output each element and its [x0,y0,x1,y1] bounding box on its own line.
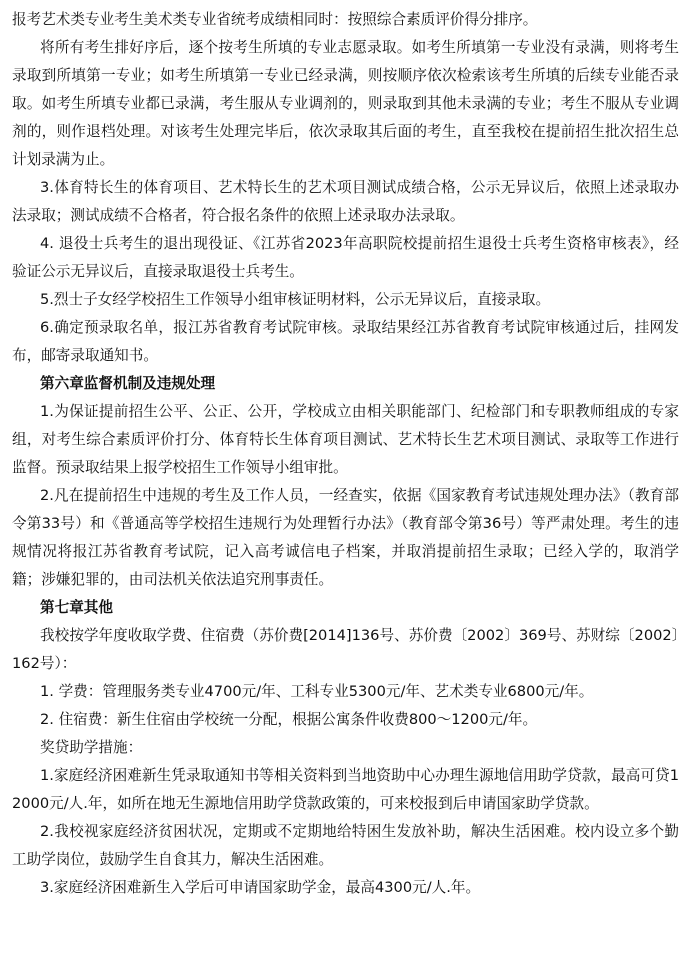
body-paragraph: 报考艺术类专业考生美术类专业省统考成绩相同时：按照综合素质评价得分排序。 [12,11,538,28]
body-paragraph: 2.我校视家庭经济贫困状况，定期或不定期地给特困生发放补助，解决生活困难。校内设立多个勤工助学岗位，鼓励学生自食其力，解决生活困难。 [12,823,679,868]
body-paragraph: 我校按学年度收取学费、住宿费（苏价费[2014]136号、苏价费〔2002〕369号、苏财综〔2002〕162号）： [12,627,679,672]
body-paragraph: 将所有考生排好序后，逐个按考生所填的专业志愿录取。如考生所填第一专业没有录满，则将考生录取到所填第一专业；如考生所填第一专业已经录满，则按顺序依次检索该考生所填的后续专业能否录取。如考生所填专业都已录满，考生服从专业调剂的，则录取到其他未录满的专业；考生不服从专业调剂的，则作退档处理。对该考生处理完毕后，依次录取其后面的考生，直至我校在提前招生批次招生总计划录满为止。 [12,39,679,168]
body-paragraph: 1. 学费：管理服务类专业4700元/年、工科专业5300元/年、艺术类专业6800元/年。 [40,683,594,700]
body-paragraph: 3.体育特长生的体育项目、艺术特长生的艺术项目测试成绩合格，公示无异议后，依照上述录取办法录取；测试成绩不合格者，符合报名条件的依照上述录取办法录取。 [12,179,679,224]
body-paragraph: 1.为保证提前招生公平、公正、公开，学校成立由相关职能部门、纪检部门和专职教师组成的专家组，对考生综合素质评价打分、体育特长生体育项目测试、艺术特长生艺术项目测试、录取等工作进行监督。预录取结果上报学校招生工作领导小组审批。 [12,403,679,476]
body-paragraph: 3.家庭经济困难新生入学后可申请国家助学金，最高4300元/人.年。 [40,879,481,896]
body-paragraph: 5.烈士子女经学校招生工作领导小组审核证明材料，公示无异议后，直接录取。 [40,291,551,308]
body-paragraph: 4. 退役士兵考生的退出现役证、《江苏省2023年高职院校提前招生退役士兵考生资格审核表》，经验证公示无异议后，直接录取退役士兵考生。 [12,235,679,280]
body-paragraph: 2. 住宿费：新生住宿由学校统一分配，根据公寓条件收费800～1200元/年。 [40,711,538,728]
chapter-heading: 第七章其他 [40,599,113,616]
body-paragraph: 1.家庭经济困难新生凭录取通知书等相关资料到当地资助中心办理生源地信用助学贷款，最高可贷12000元/人.年，如所在地无生源地信用助学贷款政策的，可来校报到后申请国家助学贷款。 [12,767,679,812]
body-paragraph: 6.确定预录取名单，报江苏省教育考试院审核。录取结果经江苏省教育考试院审核通过后，挂网发布，邮寄录取通知书。 [12,319,679,364]
body-paragraph: 2.凡在提前招生中违规的考生及工作人员，一经查实，依据《国家教育考试违规处理办法》（教育部令第33号）和《普通高等学校招生违规行为处理暂行办法》（教育部令第36号）等严肃处理。考生的违规情况将报江苏省教育考试院，记入高考诚信电子档案，并取消提前招生录取；已经入学的，取消学籍；涉嫌犯罪的，由司法机关依法追究刑事责任。 [12,487,679,588]
chapter-heading: 第六章监督机制及违规处理 [40,375,216,392]
body-paragraph: 奖贷助学措施： [40,739,143,756]
